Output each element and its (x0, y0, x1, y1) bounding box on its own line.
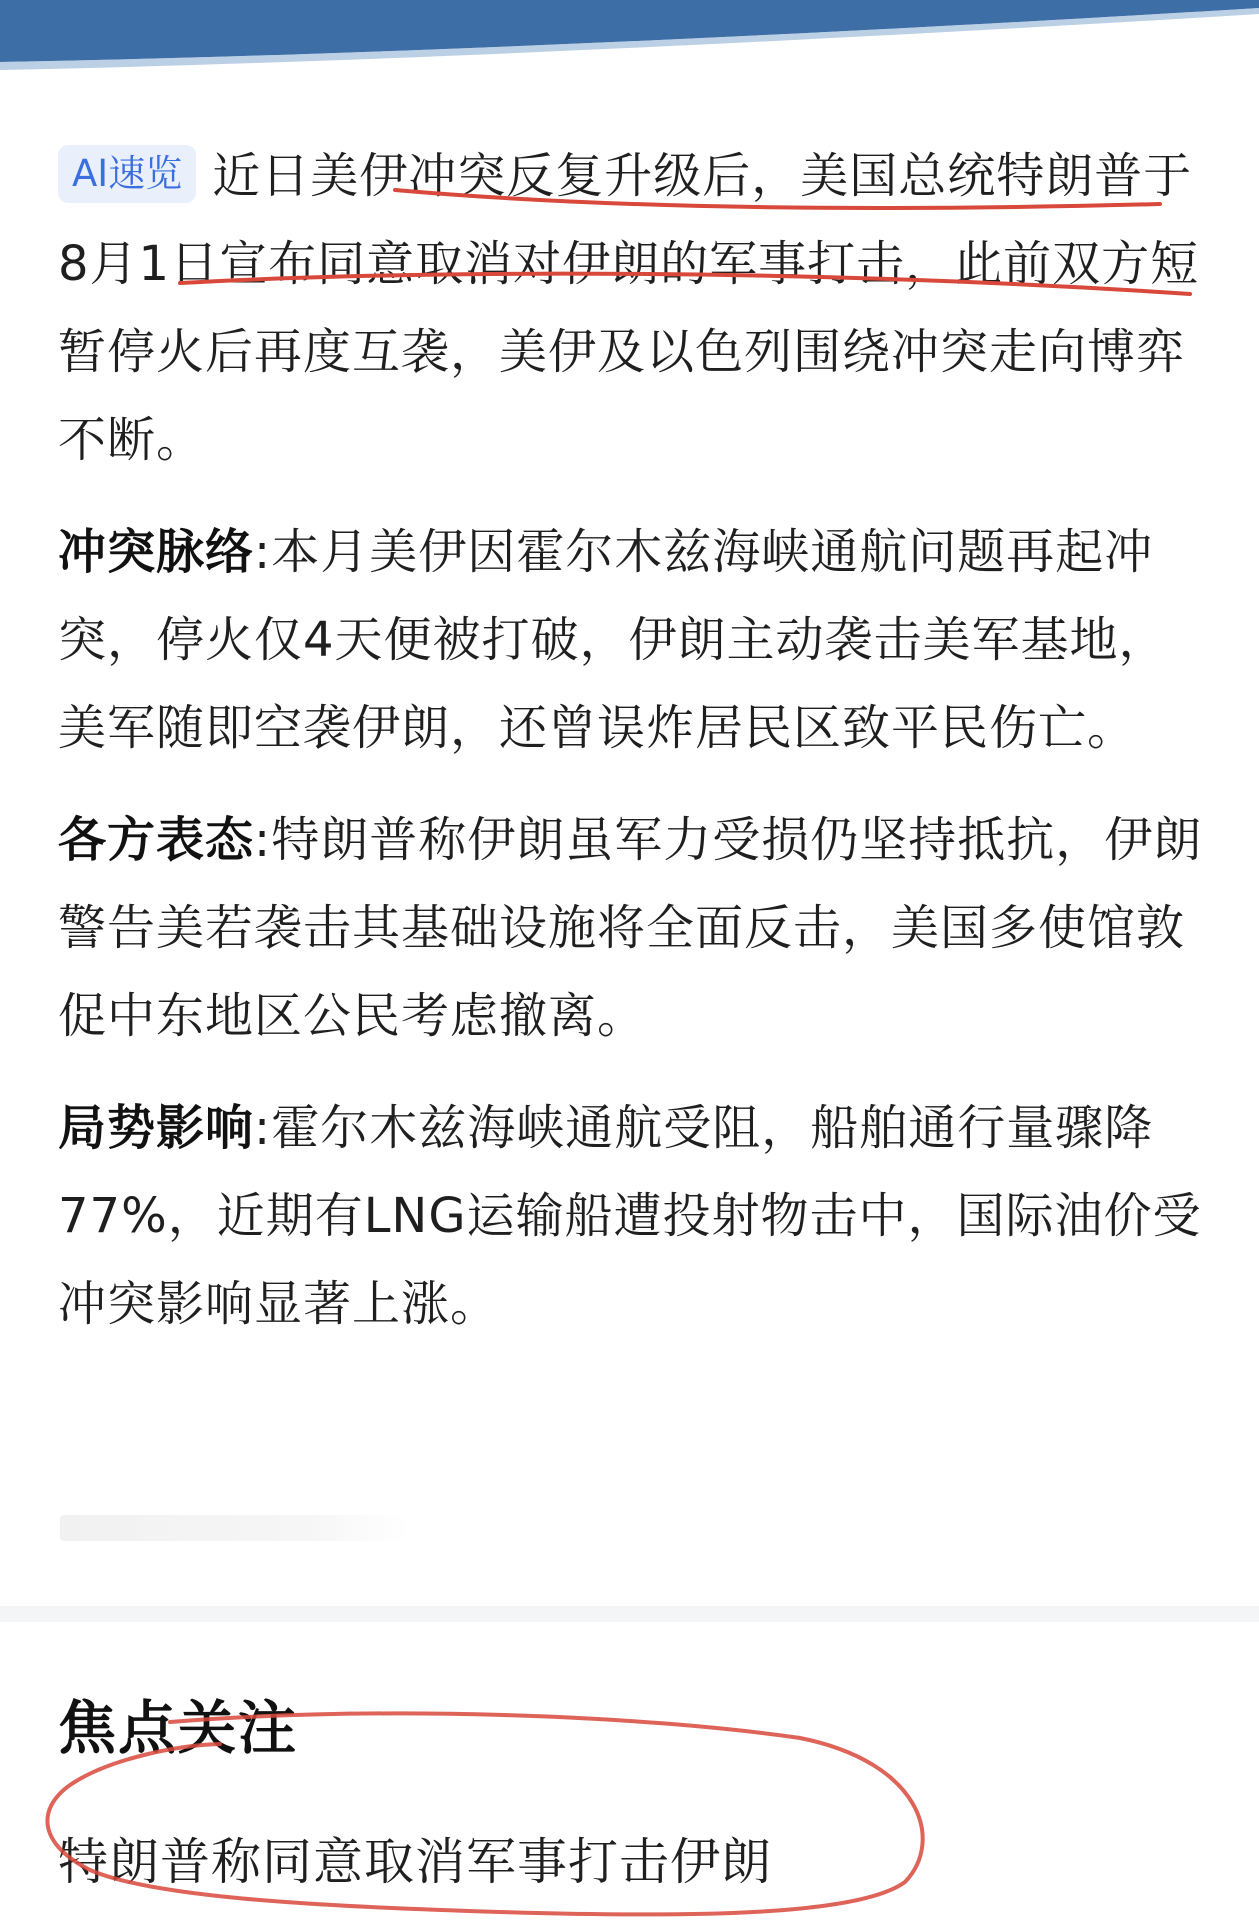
faint-placeholder-line (60, 1515, 410, 1541)
focus-section-title: 焦点关注 (58, 1694, 299, 1762)
focus-item-link[interactable]: 特朗普称同意取消军事打击伊朗 (58, 1833, 772, 1891)
summary-text: 近日美伊冲突反复升级后，美国总统特朗普于8月1日宣布同意取消对伊朗的军事打击，此前双方短暂停火后再度互袭，美伊及以色列围绕冲突走向博弈不断。 (58, 148, 1200, 468)
section-separator: : (254, 524, 272, 580)
section-impact (58, 1084, 1208, 1348)
section-positions (58, 796, 1208, 1060)
section-conflict-context (58, 508, 1208, 772)
section-title: 局势影响 (58, 1100, 255, 1156)
section-text: 特朗普称伊朗虽军力受损仍坚持抵抗，伊朗警告美若袭击其基础设施将全面反击，美国多使馆敦促中东地区公民考虑撤离。 (58, 812, 1203, 1044)
section-title: 各方表态 (58, 812, 255, 868)
section-divider (0, 1606, 1259, 1622)
summary-paragraph (58, 132, 1208, 484)
section-text: 霍尔木兹海峡通航受阻，船舶通行量骤降77%，近期有LNG运输船遭投射物击中，国际油价受冲突影响显著上涨。 (58, 1100, 1202, 1332)
section-title: 冲突脉络 (58, 524, 255, 580)
ai-summary-badge[interactable]: AI速览 (58, 145, 196, 203)
header-band (0, 0, 1259, 70)
section-separator: : (254, 812, 272, 868)
section-text: 本月美伊因霍尔木兹海峡通航问题再起冲突，停火仅4天便被打破，伊朗主动袭击美军基地，美军随即空袭伊朗，还曾误炸居民区致平民伤亡。 (58, 524, 1168, 756)
section-separator: : (254, 1100, 272, 1156)
ai-summary-card (58, 132, 1208, 1348)
header-band-shape (0, 0, 1259, 62)
